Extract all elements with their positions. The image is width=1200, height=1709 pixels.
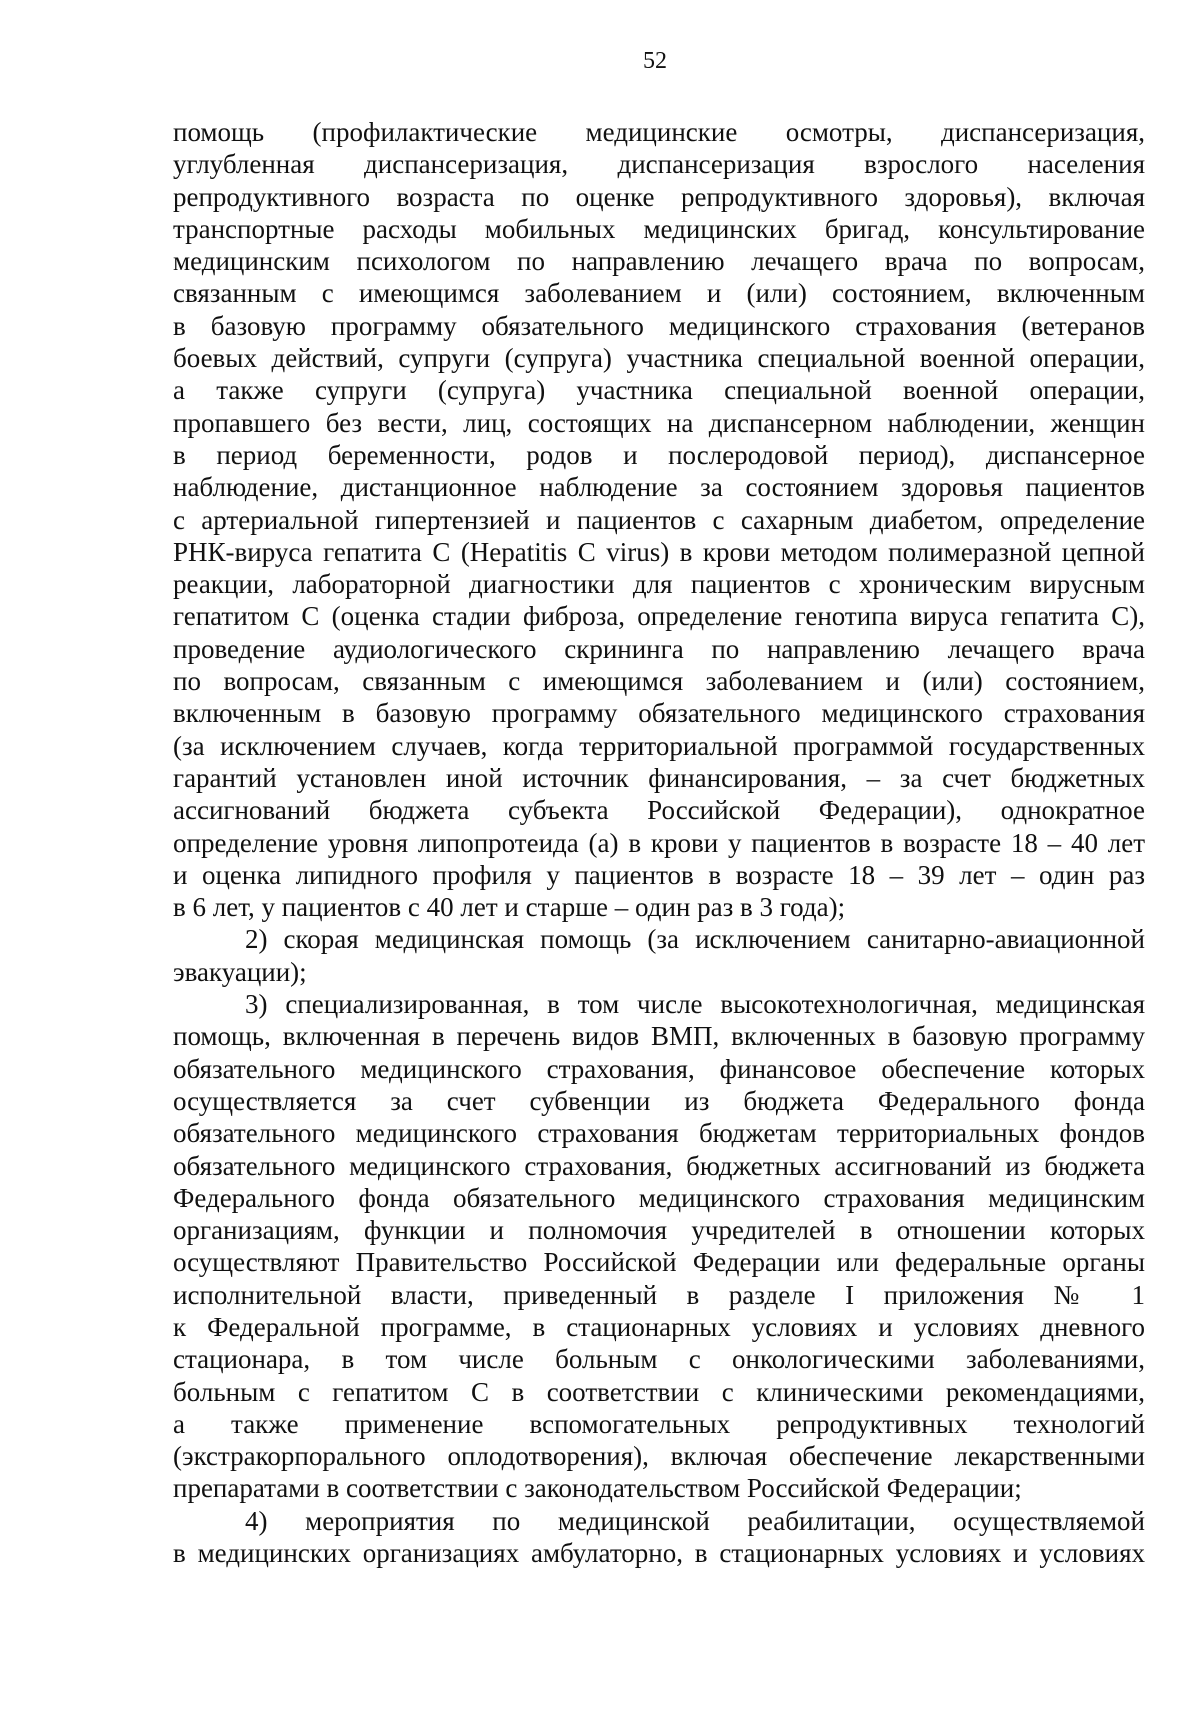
page-number: 52 [643, 48, 667, 74]
text-line: Федерального фонда обязательного медицинского страхования медицинским [173, 1182, 1145, 1213]
text-line: РНК-вируса гепатита С (Hepatitis C virus) в крови методом полимеразной цепной [173, 536, 1145, 567]
text-line: включенным в базовую программу обязательного медицинского страхования [173, 698, 1145, 729]
text-line: обязательного медицинского страхования, финансовое обеспечение которых [173, 1053, 1145, 1084]
text-line: осуществляется за счет субвенции из бюджета Федерального фонда [173, 1085, 1145, 1116]
text-line: осуществляют Правительство Российской Федерации или федеральные органы [173, 1247, 1145, 1278]
text-line: (экстракорпорального оплодотворения), включая обеспечение лекарственными [173, 1441, 1145, 1472]
paragraph [173, 116, 1145, 923]
text-line: в период беременности, родов и послеродовой период), диспансерное [173, 439, 1145, 470]
text-line: а также применение вспомогательных репродуктивных технологий [173, 1408, 1145, 1439]
text-line: обязательного медицинского страхования, бюджетных ассигнований из бюджета [173, 1150, 1145, 1181]
paragraph [173, 1505, 1145, 1570]
text-line: наблюдение, дистанционное наблюдение за состоянием здоровья пациентов [173, 472, 1145, 503]
document-body [173, 116, 1145, 1569]
text-line: репродуктивного возраста по оценке репродуктивного здоровья), включая [173, 181, 1145, 212]
text-line: медицинским психологом по направлению лечащего врача по вопросам, [173, 246, 1145, 277]
text-line: определение уровня липопротеида (а) в крови у пациентов в возрасте 18 – 40 лет [173, 827, 1145, 858]
text-line: больным с гепатитом С в соответствии с клиническими рекомендациями, [173, 1376, 1145, 1407]
text-line: 4) мероприятия по медицинской реабилитации, осуществляемой [245, 1505, 1145, 1536]
text-line: помощь (профилактические медицинские осмотры, диспансеризация, [173, 117, 1145, 147]
text-line: с артериальной гипертензией и пациентов с сахарным диабетом, определение [173, 504, 1145, 535]
text-line: а также супруги (супруга) участника специальной военной операции, [173, 375, 1145, 406]
text-line: проведение аудиологического скрининга по направлению лечащего врача [173, 633, 1145, 664]
text-line: в медицинских организациях амбулаторно, в стационарных условиях и условиях [173, 1538, 1145, 1569]
text-line: 3) специализированная, в том числе высокотехнологичная, медицинская [245, 989, 1145, 1020]
paragraph [173, 988, 1145, 1505]
text-line: по вопросам, связанным с имеющимся заболеванием и (или) состоянием, [173, 666, 1145, 697]
text-line: исполнительной власти, приведенный в разделе I приложения № 1 [173, 1279, 1145, 1310]
text-line: реакции, лабораторной диагностики для пациентов с хроническим вирусным [173, 569, 1145, 600]
paragraph [173, 923, 1145, 988]
text-line: в 6 лет, у пациентов с 40 лет и старше – один раз в 3 года); [173, 892, 846, 923]
text-line: 2) скорая медицинская помощь (за исключением санитарно-авиационной [245, 924, 1145, 955]
text-line: организациям, функции и полномочия учредителей в отношении которых [173, 1215, 1145, 1246]
text-line: углубленная диспансеризация, диспансеризация взрослого населения [173, 149, 1145, 180]
text-line: эвакуации); [173, 956, 307, 987]
text-line: (за исключением случаев, когда территориальной программой государственных [173, 730, 1145, 761]
text-line: в базовую программу обязательного медицинского страхования (ветеранов [173, 310, 1145, 341]
text-line: боевых действий, супруги (супруга) участника специальной военной операции, [173, 343, 1145, 374]
text-line: транспортные расходы мобильных медицинских бригад, консультирование [173, 213, 1145, 244]
text-line: стационара, в том числе больным с онкологическими заболеваниями, [173, 1344, 1145, 1375]
text-line: гепатитом С (оценка стадии фиброза, определение генотипа вируса гепатита С), [173, 601, 1145, 632]
text-line: ассигнований бюджета субъекта Российской Федерации), однократное [173, 795, 1145, 826]
text-line: гарантий установлен иной источник финансирования, – за счет бюджетных [173, 762, 1145, 793]
text-line: пропавшего без вести, лиц, состоящих на диспансерном наблюдении, женщин [173, 407, 1145, 438]
text-line: помощь, включенная в перечень видов ВМП, включенных в базовую программу [173, 1021, 1145, 1052]
text-line: и оценка липидного профиля у пациентов в возрасте 18 – 39 лет – один раз [173, 859, 1145, 890]
text-line: связанным с имеющимся заболеванием и (или) состоянием, включенным [173, 278, 1145, 309]
text-line: препаратами в соответствии с законодательством Российской Федерации; [173, 1473, 1022, 1504]
text-line: к Федеральной программе, в стационарных условиях и условиях дневного [173, 1311, 1145, 1342]
text-line: обязательного медицинского страхования бюджетам территориальных фондов [173, 1118, 1145, 1149]
